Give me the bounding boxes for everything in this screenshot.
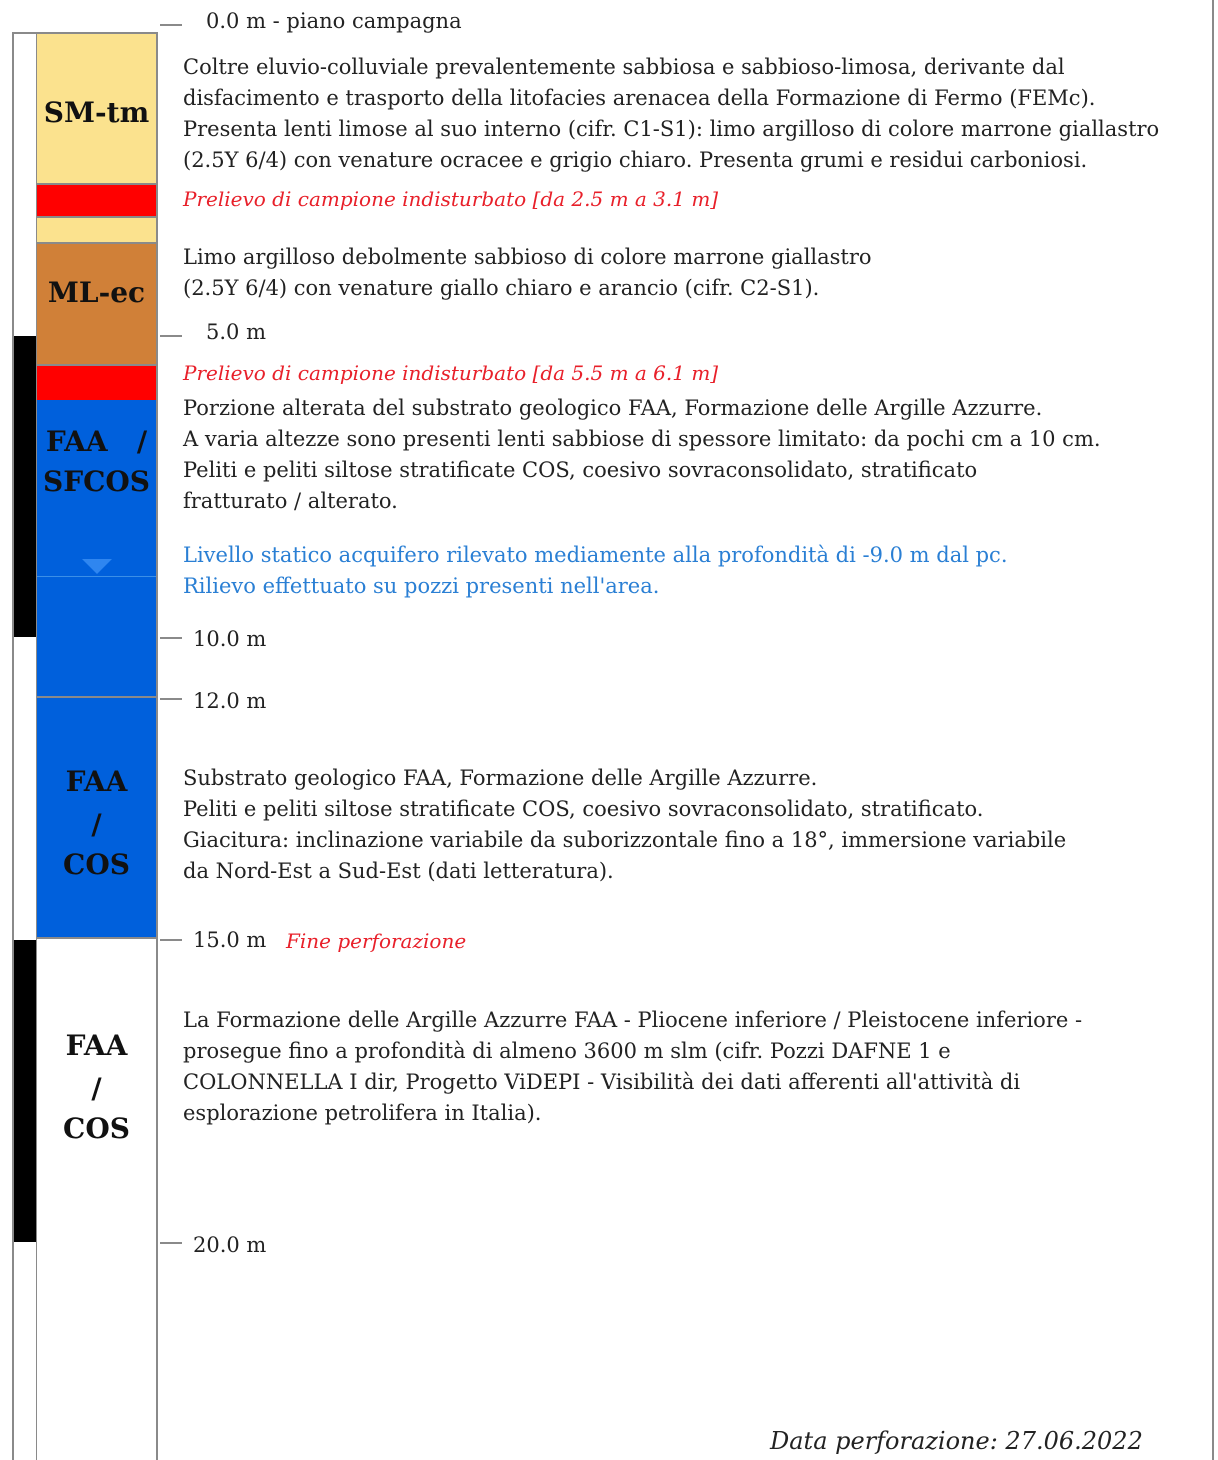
- description-sm-tm: [183, 52, 1159, 176]
- depth-label-12m: 12.0 m: [193, 689, 267, 713]
- label-faa-cos-b-line3: COS: [63, 1112, 130, 1145]
- description-line: prosegue fino a profondità di almeno 3600 m slm (cifr. Pozzi DAFNE 1 e: [183, 1039, 951, 1063]
- label-faa-sfcos-line2: SFCOS: [43, 465, 150, 498]
- label-faa-cos-a-line3: COS: [63, 848, 130, 881]
- description-faa-sfcos: [183, 393, 1101, 517]
- column-right-edge: [156, 32, 158, 1460]
- drilling-date: Data perforazione: 27.06.2022: [770, 1427, 1143, 1455]
- description-line: Presenta lenti limose al suo interno (cifr. C1-S1): limo argilloso di colore marrone giallastro: [183, 117, 1160, 141]
- description-line: La Formazione delle Argille Azzurre FAA - Pliocene inferiore / Pleistocene inferiore -: [183, 1008, 1083, 1032]
- description-line: Peliti e peliti siltose stratificate COS, coesivo sovraconsolidato, stratificato: [183, 458, 978, 482]
- column-top-edge: [12, 32, 37, 34]
- tick-15m: [160, 939, 182, 941]
- depth-label-0m: 0.0 m - piano campagna: [206, 9, 462, 33]
- tick-0m: [160, 24, 182, 26]
- depth-label-10m: 10.0 m: [193, 627, 267, 651]
- tick-5m: [160, 335, 182, 337]
- description-line: Coltre eluvio-colluviale prevalentemente sabbiosa e sabbioso-limosa, derivante dal: [183, 55, 1065, 79]
- sample-note-2: Prelievo di campione indisturbato [da 5.5 m a 6.1 m]: [183, 361, 719, 385]
- sample-marker-2: [37, 366, 156, 400]
- water-table-line: [37, 576, 156, 577]
- sample-marker-1: [37, 185, 156, 218]
- description-line: da Nord-Est a Sud-Est (dati letteratura).: [183, 859, 614, 883]
- label-ml-ec: ML-ec: [47, 276, 146, 309]
- description-line: Peliti e peliti siltose stratificate COS, coesivo sovraconsolidato, stratificato.: [183, 797, 984, 821]
- tick-20m: [160, 1242, 182, 1244]
- description-water-table: [183, 540, 1008, 602]
- description-line: Substrato geologico FAA, Formazione delle Argille Azzurre.: [183, 766, 818, 790]
- description-ml-ec: [183, 242, 872, 304]
- description-line: (2.5Y 6/4) con venature giallo chiaro e arancio (cifr. C2-S1).: [183, 276, 820, 300]
- layer-sm-tm-lower: [37, 218, 156, 244]
- description-faa-cos-a: [183, 763, 1066, 887]
- description-line: disfacimento e trasporto della litofacies arenacea della Formazione di Fermo (FEMc).: [183, 86, 1096, 110]
- depth-label-15m: 15.0 m: [193, 928, 267, 952]
- description-line: Limo argilloso debolmente sabbioso di colore marrone giallastro: [183, 245, 872, 269]
- water-table-triangle-icon: [82, 559, 112, 575]
- page-right-edge: [1212, 0, 1214, 1460]
- scale-bar-segment-2: [14, 940, 36, 1242]
- description-line: esplorazione petrolifera in Italia).: [183, 1101, 542, 1125]
- label-faa-cos-b-line2: /: [91, 1072, 102, 1105]
- column-left-edge: [12, 32, 14, 1460]
- tick-12m: [160, 698, 182, 700]
- description-line: Livello statico acquifero rilevato mediamente alla profondità di -9.0 m dal pc.: [183, 543, 1008, 567]
- description-line: A varia altezze sono presenti lenti sabbiose di spessore limitato: da pochi cm a 10 cm.: [183, 427, 1101, 451]
- sample-note-1: Prelievo di campione indisturbato [da 2.5 m a 3.1 m]: [183, 187, 719, 211]
- description-line: Rilievo effettuato su pozzi presenti nell'area.: [183, 574, 660, 598]
- label-sm-tm: SM-tm: [43, 96, 150, 129]
- layer-faa-cos-b: [37, 939, 156, 1460]
- depth-label-20m: 20.0 m: [193, 1233, 267, 1257]
- label-faa-sfcos-line1: FAA /: [45, 425, 148, 458]
- description-line: fratturato / alterato.: [183, 489, 398, 513]
- label-faa-cos-a-line2: /: [91, 808, 102, 841]
- description-line: Porzione alterata del substrato geologico FAA, Formazione delle Argille Azzurre.: [183, 396, 1043, 420]
- depth-label-5m: 5.0 m: [206, 320, 266, 344]
- description-line: (2.5Y 6/4) con venature ocracee e grigio chiaro. Presenta grumi e residui carboniosi.: [183, 148, 1088, 172]
- description-line: Giacitura: inclinazione variabile da suborizzontale fino a 18°, immersione variabile: [183, 828, 1067, 852]
- label-faa-cos-b-line1: FAA: [65, 1029, 128, 1062]
- scale-bar-segment-1: [14, 336, 36, 637]
- end-of-drilling-note: Fine perforazione: [286, 929, 467, 953]
- description-faa-cos-b: [183, 1005, 1082, 1129]
- label-faa-cos-a-line1: FAA: [65, 765, 128, 798]
- description-line: COLONNELLA I dir, Progetto ViDEPI - Visibilità dei dati afferenti all'attività di: [183, 1070, 1021, 1094]
- tick-10m: [160, 637, 182, 639]
